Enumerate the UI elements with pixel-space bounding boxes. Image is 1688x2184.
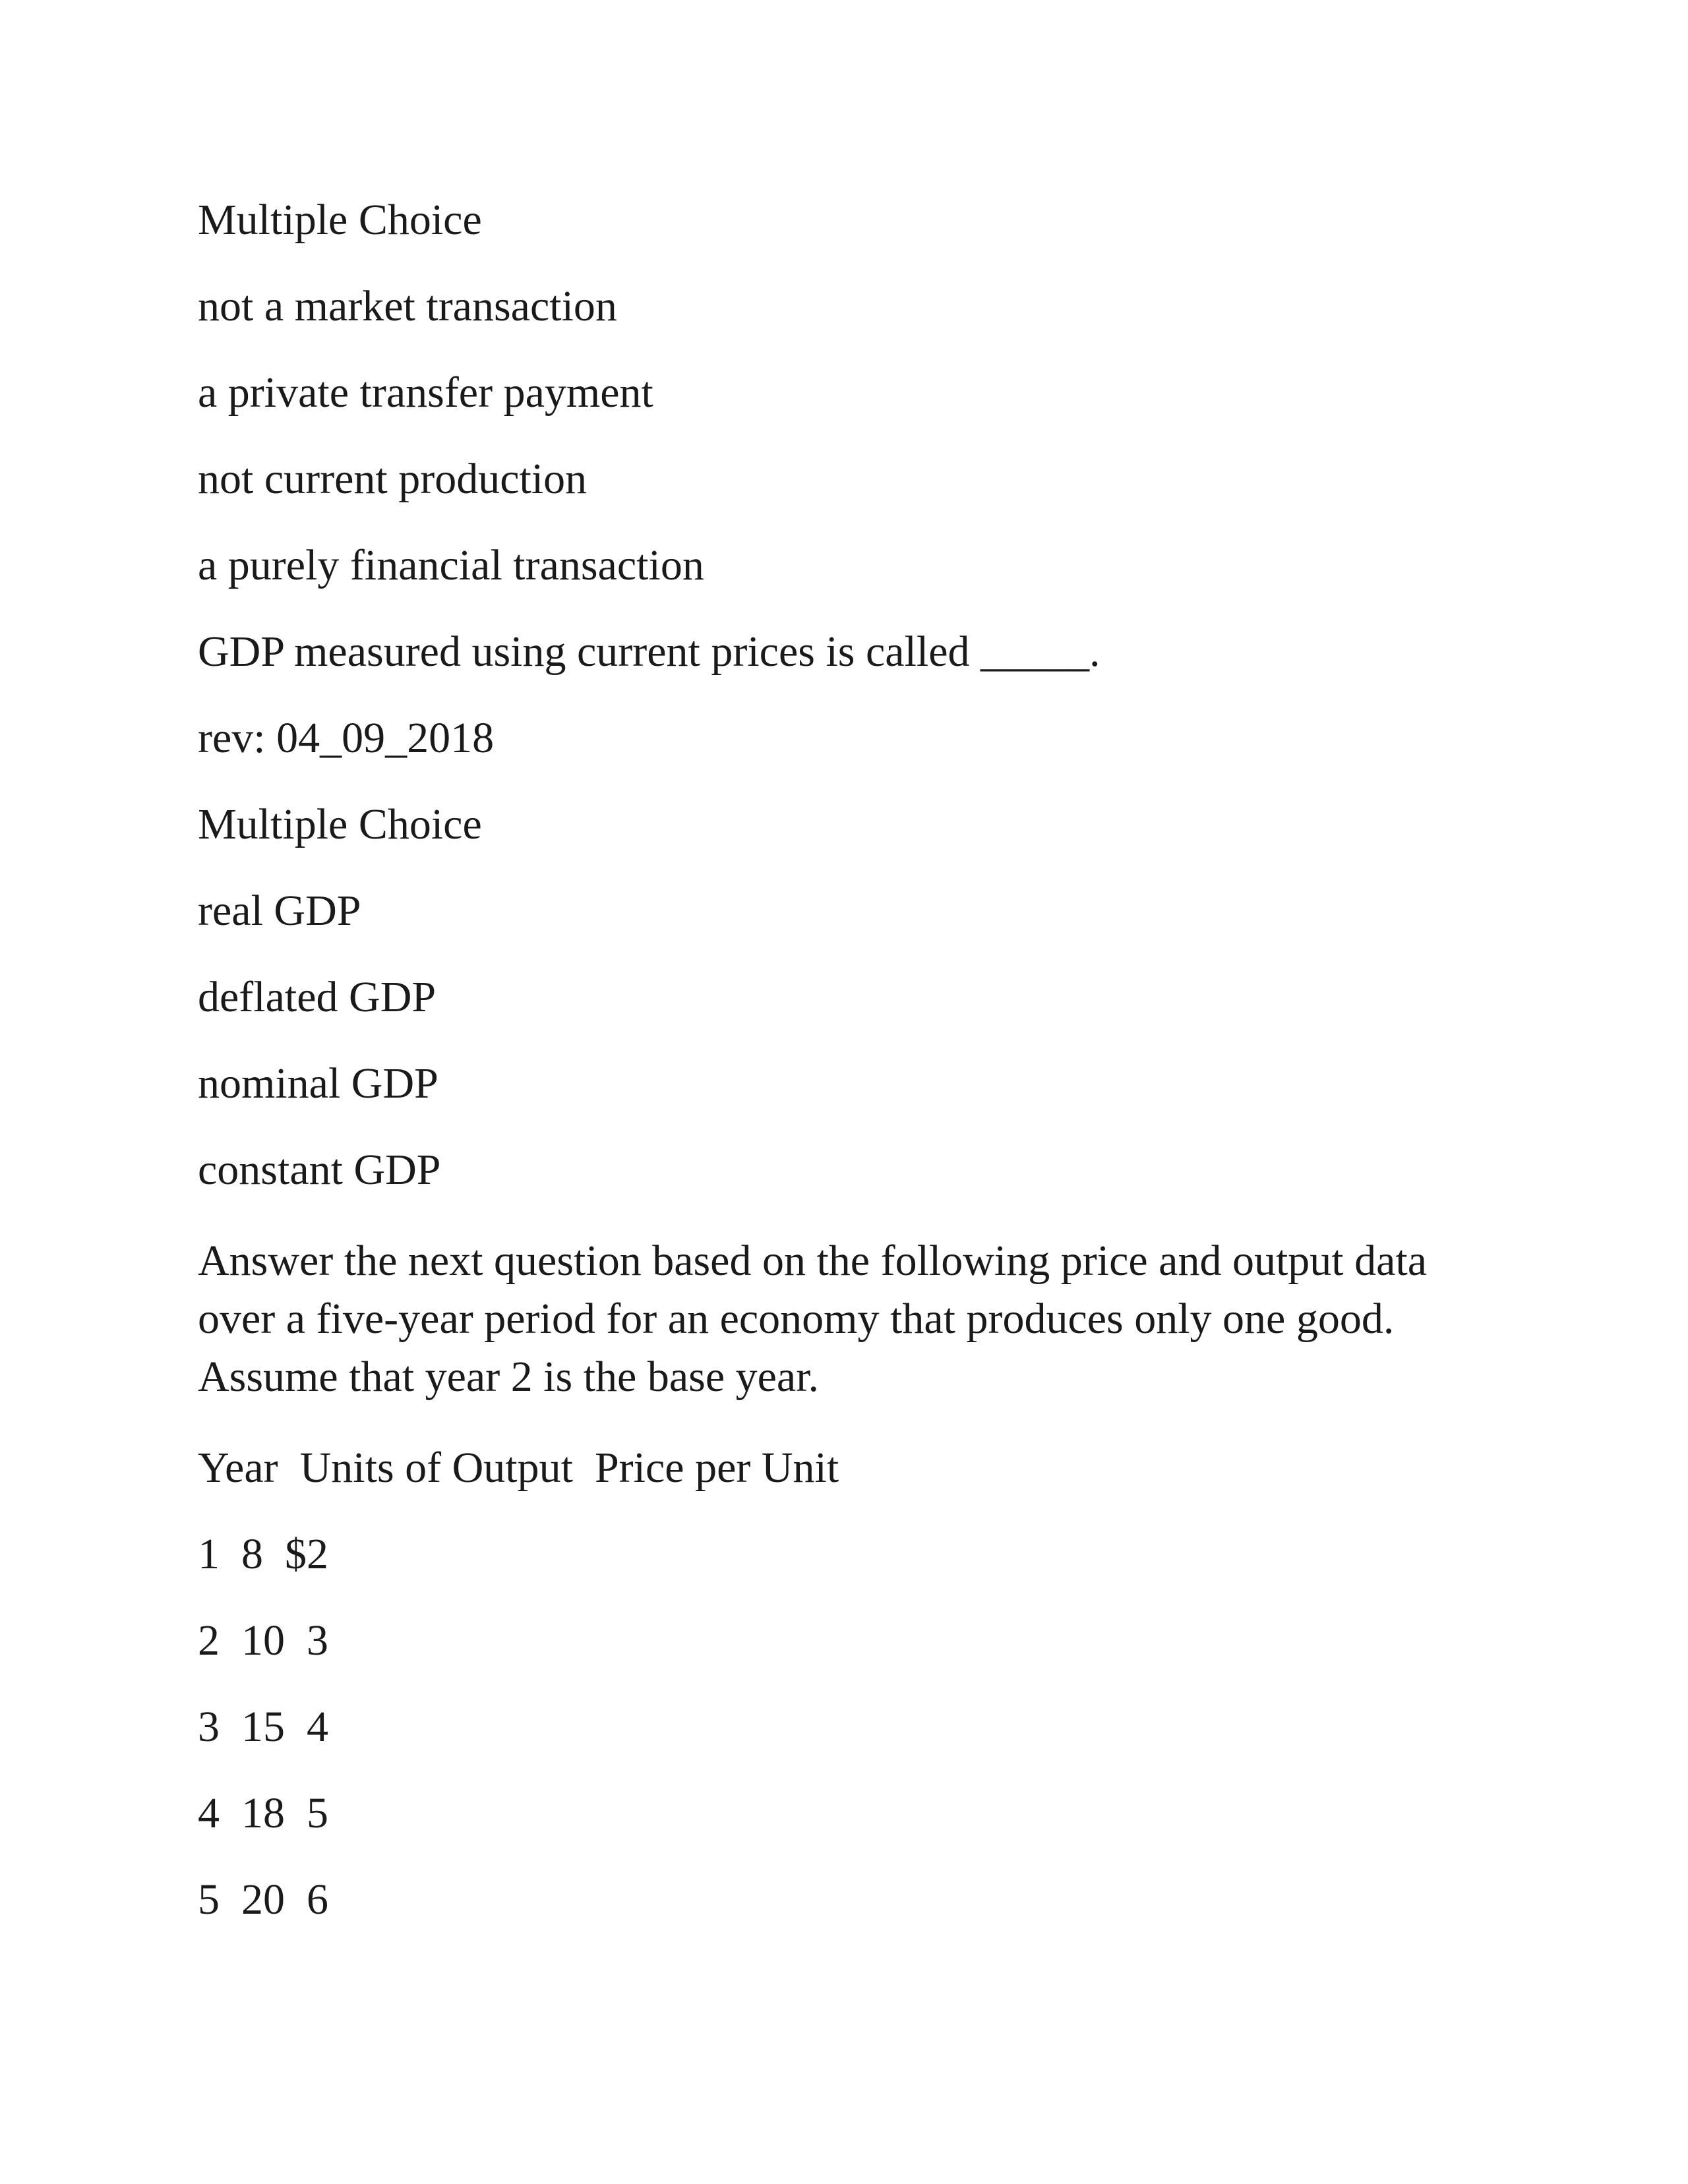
table-cell: 10: [241, 1616, 285, 1665]
table-header-cell: Year: [198, 1444, 278, 1492]
answer-option: deflated GDP: [198, 973, 437, 1021]
table-cell: 20: [241, 1875, 285, 1924]
table-cell: 3: [198, 1703, 220, 1751]
table-row: [198, 1875, 1517, 1924]
answer-option: constant GDP: [198, 1146, 441, 1194]
table-cell: 5: [198, 1875, 220, 1924]
table-cell: 1: [198, 1530, 220, 1578]
instruction-paragraph: Answer the next question based on the following price and output data over a five-year period for an economy that produces only one good. Assume that year 2 is the base year.: [198, 1237, 1428, 1401]
answer-option: real GDP: [198, 887, 361, 935]
table-cell: 15: [241, 1703, 285, 1751]
answer-option: not a market transaction: [198, 282, 617, 330]
section-heading: Multiple Choice: [198, 196, 482, 244]
document-content: [198, 196, 1517, 1962]
table-cell: 18: [241, 1789, 285, 1837]
table-row: [198, 1789, 1517, 1838]
table-cell: 3: [307, 1616, 328, 1665]
answer-option: a private transfer payment: [198, 369, 653, 417]
table-cell: 8: [241, 1530, 263, 1578]
table-cell: 2: [198, 1616, 220, 1665]
revision-note: rev: 04_09_2018: [198, 714, 495, 762]
table-cell: $2: [285, 1530, 328, 1578]
answer-option: a purely financial transaction: [198, 541, 704, 589]
table-cell: 4: [198, 1789, 220, 1837]
table-header-row: [198, 1444, 1517, 1492]
table-row: [198, 1703, 1517, 1752]
question-text: GDP measured using current prices is called _____.: [198, 628, 1100, 676]
table-row: [198, 1616, 1517, 1665]
answer-option: nominal GDP: [198, 1059, 438, 1107]
table-cell: 6: [307, 1875, 328, 1924]
table-cell: 4: [307, 1703, 328, 1751]
answer-option: not current production: [198, 455, 588, 503]
table-row: [198, 1530, 1517, 1579]
table-cell: 5: [307, 1789, 328, 1837]
section-heading: Multiple Choice: [198, 800, 482, 848]
table-header-cell: Units of Output: [299, 1444, 573, 1492]
table-header-cell: Price per Unit: [594, 1444, 839, 1492]
